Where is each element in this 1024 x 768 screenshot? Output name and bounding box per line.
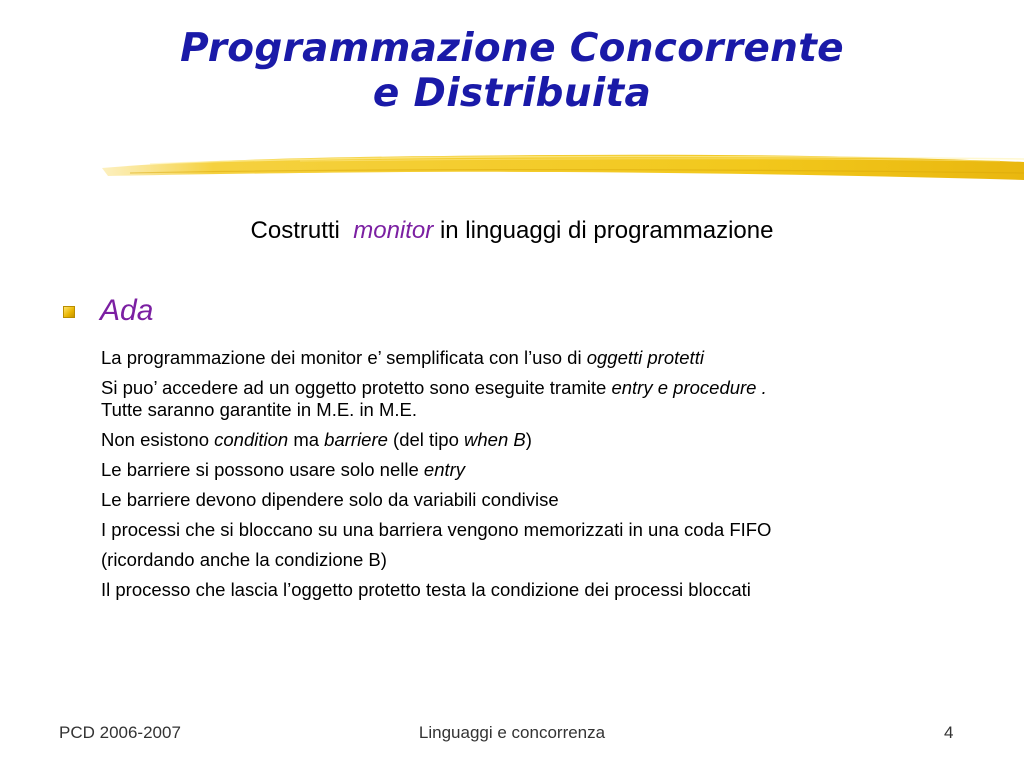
text-segment: Le barriere si possono usare solo nelle [101, 459, 424, 480]
body-line [101, 429, 981, 451]
text-segment: Non esistono [101, 429, 215, 450]
bullet-heading: Ada [100, 294, 154, 327]
italic-term: entry e procedure . [611, 377, 767, 398]
body-line [101, 579, 981, 601]
text-segment: Si puo’ accedere ad un oggetto protetto sono eseguite tramite [101, 377, 612, 398]
footer-page-number: 4 [944, 723, 954, 742]
text-segment: Le barriere devono dipendere solo da variabili condivise [101, 489, 559, 510]
body-text-block [101, 347, 981, 609]
body-line [101, 377, 981, 399]
subtitle-prefix: Costrutti [250, 217, 340, 244]
slide-title [0, 26, 1024, 116]
text-segment: I processi che si bloccano su una barriera vengono memorizzati in una coda FIFO [101, 519, 772, 540]
body-line [101, 347, 981, 369]
slide-title-line-2: e Distribuita [372, 71, 652, 116]
italic-term: condition [214, 429, 289, 450]
subtitle-suffix: in linguaggi di programmazione [439, 217, 774, 244]
footer-topic: Linguaggi e concorrenza [418, 723, 606, 742]
slide-title-line-1: Programmazione Concorrente [180, 26, 844, 71]
text-segment: (del tipo [387, 429, 465, 450]
italic-term: barriere [324, 429, 388, 450]
body-line [101, 549, 981, 571]
text-segment: ma [288, 429, 325, 450]
text-segment: ) [525, 429, 532, 450]
text-segment: Tutte saranno garantite in M.E. in M.E. [101, 399, 418, 420]
body-line [101, 399, 981, 421]
subtitle-keyword: monitor [353, 217, 434, 244]
text-segment: Il processo che lascia l’oggetto protetto testa la condizione dei processi bloccati [101, 579, 751, 600]
italic-term: when B [464, 429, 526, 450]
bullet-square-icon [63, 306, 75, 318]
body-line [101, 519, 981, 541]
italic-term: entry [423, 459, 466, 480]
body-line [101, 489, 981, 511]
slide-subtitle [0, 215, 1024, 247]
text-segment: (ricordando anche la condizione B) [101, 549, 387, 570]
highlighter-stroke-decoration [0, 140, 1024, 190]
text-segment: La programmazione dei monitor e’ semplificata con l’uso di [101, 347, 587, 368]
body-line [101, 459, 981, 481]
footer-course: PCD 2006-2007 [59, 723, 181, 742]
italic-term: oggetti protetti [586, 347, 704, 368]
